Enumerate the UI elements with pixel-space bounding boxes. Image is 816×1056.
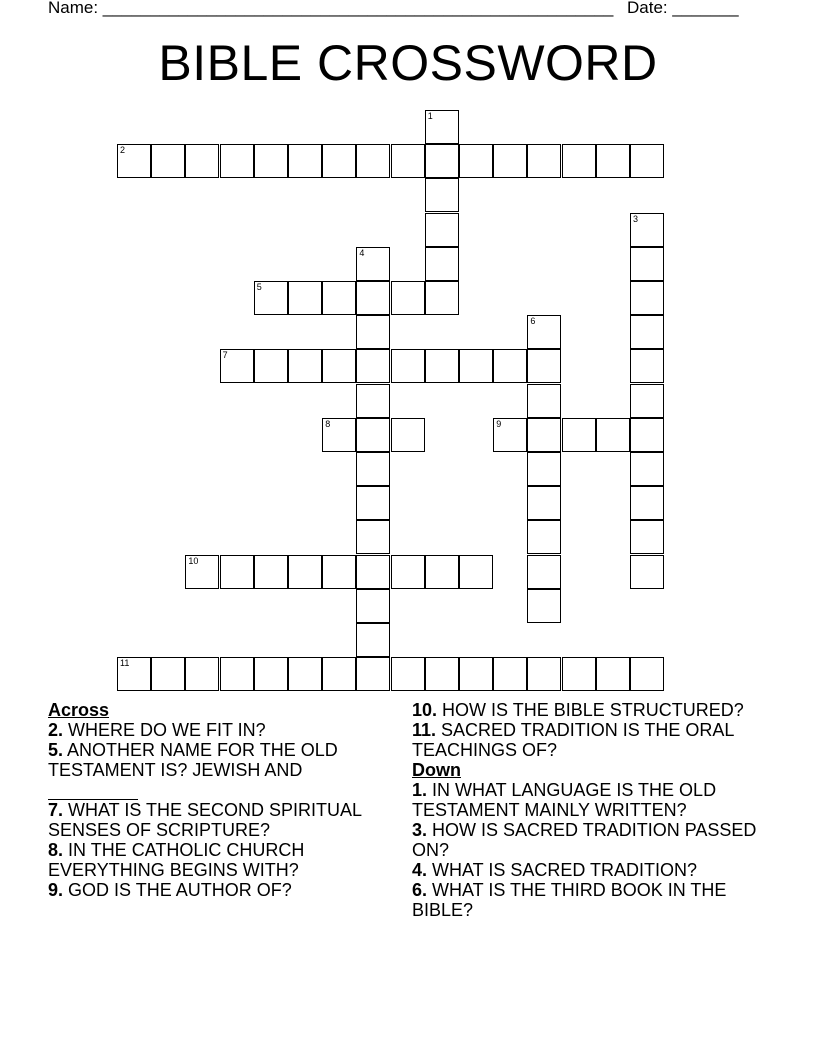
crossword-cell[interactable] xyxy=(425,349,459,383)
crossword-cell[interactable] xyxy=(220,555,254,589)
crossword-cell[interactable] xyxy=(356,315,390,349)
clue-text: WHAT IS THE THIRD BOOK IN THE BIBLE? xyxy=(412,880,727,920)
crossword-cell[interactable] xyxy=(288,657,322,691)
crossword-cell[interactable] xyxy=(322,144,356,178)
crossword-cell[interactable] xyxy=(596,657,630,691)
crossword-cell[interactable] xyxy=(425,555,459,589)
crossword-cell[interactable] xyxy=(425,281,459,315)
crossword-cell[interactable] xyxy=(630,452,664,486)
crossword-cell[interactable] xyxy=(391,555,425,589)
clue-number: 10 xyxy=(188,555,199,566)
clue-number-label: 10. xyxy=(412,700,438,720)
crossword-cell[interactable] xyxy=(254,349,288,383)
crossword-cell[interactable] xyxy=(391,144,425,178)
crossword-cell[interactable] xyxy=(322,555,356,589)
clue-number: 7 xyxy=(222,350,228,361)
crossword-cell[interactable] xyxy=(391,349,425,383)
crossword-cell[interactable] xyxy=(220,144,254,178)
clue-text: GOD IS THE AUTHOR OF? xyxy=(63,880,292,900)
page-title: BIBLE CROSSWORD xyxy=(158,35,658,91)
crossword-cell[interactable] xyxy=(459,144,493,178)
crossword-cell[interactable] xyxy=(562,144,596,178)
crossword-cell[interactable] xyxy=(493,144,527,178)
clue-number-label: 1. xyxy=(412,780,428,800)
crossword-cell[interactable] xyxy=(220,349,254,383)
clue-text: WHAT IS SACRED TRADITION? xyxy=(427,860,698,880)
across-clue-list-continued xyxy=(412,700,792,760)
crossword-cell[interactable] xyxy=(493,418,527,452)
crossword-cell[interactable] xyxy=(527,486,561,520)
crossword-cell[interactable] xyxy=(288,144,322,178)
clue-number-label: 8. xyxy=(48,840,64,860)
clue-number: 1 xyxy=(427,111,433,121)
down-clue-list xyxy=(412,780,792,920)
crossword-cell[interactable] xyxy=(356,384,390,418)
clue-item xyxy=(412,820,792,860)
clue-number: 3 xyxy=(633,213,639,224)
crossword-cell[interactable] xyxy=(322,657,356,691)
crossword-cell[interactable] xyxy=(391,281,425,315)
clue-item xyxy=(48,740,388,800)
crossword-cell[interactable] xyxy=(630,418,664,452)
clue-item xyxy=(412,720,792,760)
crossword-cell[interactable] xyxy=(527,349,561,383)
clue-text: HOW IS SACRED TRADITION PASSED ON? xyxy=(412,820,757,860)
crossword-cell[interactable] xyxy=(322,281,356,315)
crossword-cell[interactable] xyxy=(630,520,664,554)
crossword-cell[interactable] xyxy=(630,349,664,383)
clue-number: 2 xyxy=(120,145,126,156)
clue-number: 6 xyxy=(530,316,536,327)
crossword-cell[interactable] xyxy=(185,144,219,178)
clue-item xyxy=(48,800,388,840)
crossword-cell[interactable] xyxy=(254,657,288,691)
clue-number-label: 11. xyxy=(412,720,437,740)
crossword-cell[interactable] xyxy=(356,144,390,178)
clue-item xyxy=(412,880,792,920)
clue-number: 11 xyxy=(120,658,130,669)
crossword-cell[interactable] xyxy=(356,452,390,486)
crossword-cell[interactable] xyxy=(459,349,493,383)
crossword-cell[interactable] xyxy=(493,349,527,383)
crossword-cell[interactable] xyxy=(117,657,151,691)
clue-number: 4 xyxy=(359,247,365,258)
crossword-cell[interactable] xyxy=(630,281,664,315)
crossword-cell[interactable] xyxy=(493,657,527,691)
clue-text: WHAT IS THE SECOND SPIRITUAL SENSES OF SCRIPTURE? xyxy=(48,800,362,840)
clue-number-label: 6. xyxy=(412,880,428,900)
crossword-cell[interactable] xyxy=(185,657,219,691)
crossword-cell[interactable] xyxy=(562,418,596,452)
across-clue-list xyxy=(48,720,388,900)
crossword-cell[interactable] xyxy=(527,520,561,554)
across-heading: Across xyxy=(48,700,110,720)
crossword-cell[interactable] xyxy=(596,144,630,178)
crossword-cell[interactable] xyxy=(425,247,459,281)
crossword-cell[interactable] xyxy=(185,555,219,589)
clue-number: 5 xyxy=(256,282,262,292)
clue-number-label: 7. xyxy=(48,800,64,820)
clue-text: IN THE CATHOLIC CHURCH EVERYTHING BEGINS WITH? xyxy=(48,840,305,880)
clue-number-label: 9. xyxy=(48,880,64,900)
crossword-cell[interactable] xyxy=(630,144,664,178)
crossword-cell[interactable] xyxy=(630,555,664,589)
crossword-cell[interactable] xyxy=(630,657,664,691)
crossword-cell[interactable] xyxy=(630,384,664,418)
crossword-cell[interactable] xyxy=(562,657,596,691)
crossword-cell[interactable] xyxy=(630,247,664,281)
crossword-cell[interactable] xyxy=(630,486,664,520)
crossword-cell[interactable] xyxy=(527,657,561,691)
clue-item xyxy=(48,840,388,880)
clue-number: 9 xyxy=(496,418,502,429)
clue-text: WHERE DO WE FIT IN? xyxy=(63,720,266,740)
crossword-cell[interactable] xyxy=(288,281,322,315)
clue-item xyxy=(412,860,792,880)
crossword-cell[interactable] xyxy=(322,418,356,452)
crossword-cell[interactable] xyxy=(151,144,185,178)
clue-item xyxy=(412,780,792,820)
crossword-cell[interactable] xyxy=(425,657,459,691)
crossword-cell[interactable] xyxy=(356,247,390,281)
crossword-cell[interactable] xyxy=(630,315,664,349)
crossword-cell[interactable] xyxy=(288,349,322,383)
answer-blank xyxy=(48,781,138,800)
crossword-cell[interactable] xyxy=(254,281,288,315)
crossword-cell[interactable] xyxy=(254,144,288,178)
clues-right-column xyxy=(412,700,792,920)
crossword-cell[interactable] xyxy=(425,178,459,212)
crossword-cell[interactable] xyxy=(425,213,459,247)
crossword-cell[interactable] xyxy=(254,555,288,589)
clue-text: ANOTHER NAME FOR THE OLD TESTAMENT IS? JEWISH AND xyxy=(48,740,338,780)
crossword-cell[interactable] xyxy=(527,315,561,349)
crossword-cell[interactable] xyxy=(630,213,664,247)
clue-number: 8 xyxy=(325,418,331,429)
crossword-cell[interactable] xyxy=(356,589,390,623)
crossword-cell[interactable] xyxy=(220,657,254,691)
clue-text: HOW IS THE BIBLE STRUCTURED? xyxy=(437,700,744,720)
clues-left-column xyxy=(48,700,388,900)
name-field-label: Name: ______________________________________________________ xyxy=(48,0,614,17)
clue-number-label: 4. xyxy=(412,860,428,880)
crossword-cell[interactable] xyxy=(151,657,185,691)
crossword-cell[interactable] xyxy=(459,657,493,691)
clue-item xyxy=(48,720,388,740)
clue-number-label: 5. xyxy=(48,740,64,760)
crossword-cell[interactable] xyxy=(356,657,390,691)
down-heading: Down xyxy=(412,760,461,780)
clue-item xyxy=(412,700,792,720)
crossword-cell[interactable] xyxy=(356,623,390,657)
crossword-cell[interactable] xyxy=(356,418,390,452)
crossword-cell[interactable] xyxy=(527,418,561,452)
clue-text: SACRED TRADITION IS THE ORAL TEACHINGS OF? xyxy=(412,720,734,760)
crossword-cell[interactable] xyxy=(356,281,390,315)
crossword-cell[interactable] xyxy=(459,555,493,589)
crossword-cell[interactable] xyxy=(527,589,561,623)
crossword-cell[interactable] xyxy=(425,144,459,178)
clue-item xyxy=(48,880,388,900)
crossword-cell[interactable] xyxy=(425,110,459,144)
crossword-cell[interactable] xyxy=(391,657,425,691)
crossword-cell[interactable] xyxy=(391,418,425,452)
crossword-cell[interactable] xyxy=(527,452,561,486)
crossword-cell[interactable] xyxy=(356,520,390,554)
crossword-cell[interactable] xyxy=(117,144,151,178)
crossword-cell[interactable] xyxy=(356,349,390,383)
crossword-cell[interactable] xyxy=(527,384,561,418)
crossword-cell[interactable] xyxy=(356,486,390,520)
crossword-cell[interactable] xyxy=(527,144,561,178)
date-field-label: Date: _______ xyxy=(627,0,739,17)
clue-number-label: 3. xyxy=(412,820,428,840)
clue-number-label: 2. xyxy=(48,720,64,740)
crossword-cell[interactable] xyxy=(322,349,356,383)
crossword-cell[interactable] xyxy=(356,555,390,589)
crossword-cell[interactable] xyxy=(527,555,561,589)
crossword-cell[interactable] xyxy=(596,418,630,452)
clue-text: IN WHAT LANGUAGE IS THE OLD TESTAMENT MAINLY WRITTEN? xyxy=(412,780,717,820)
crossword-cell[interactable] xyxy=(288,555,322,589)
